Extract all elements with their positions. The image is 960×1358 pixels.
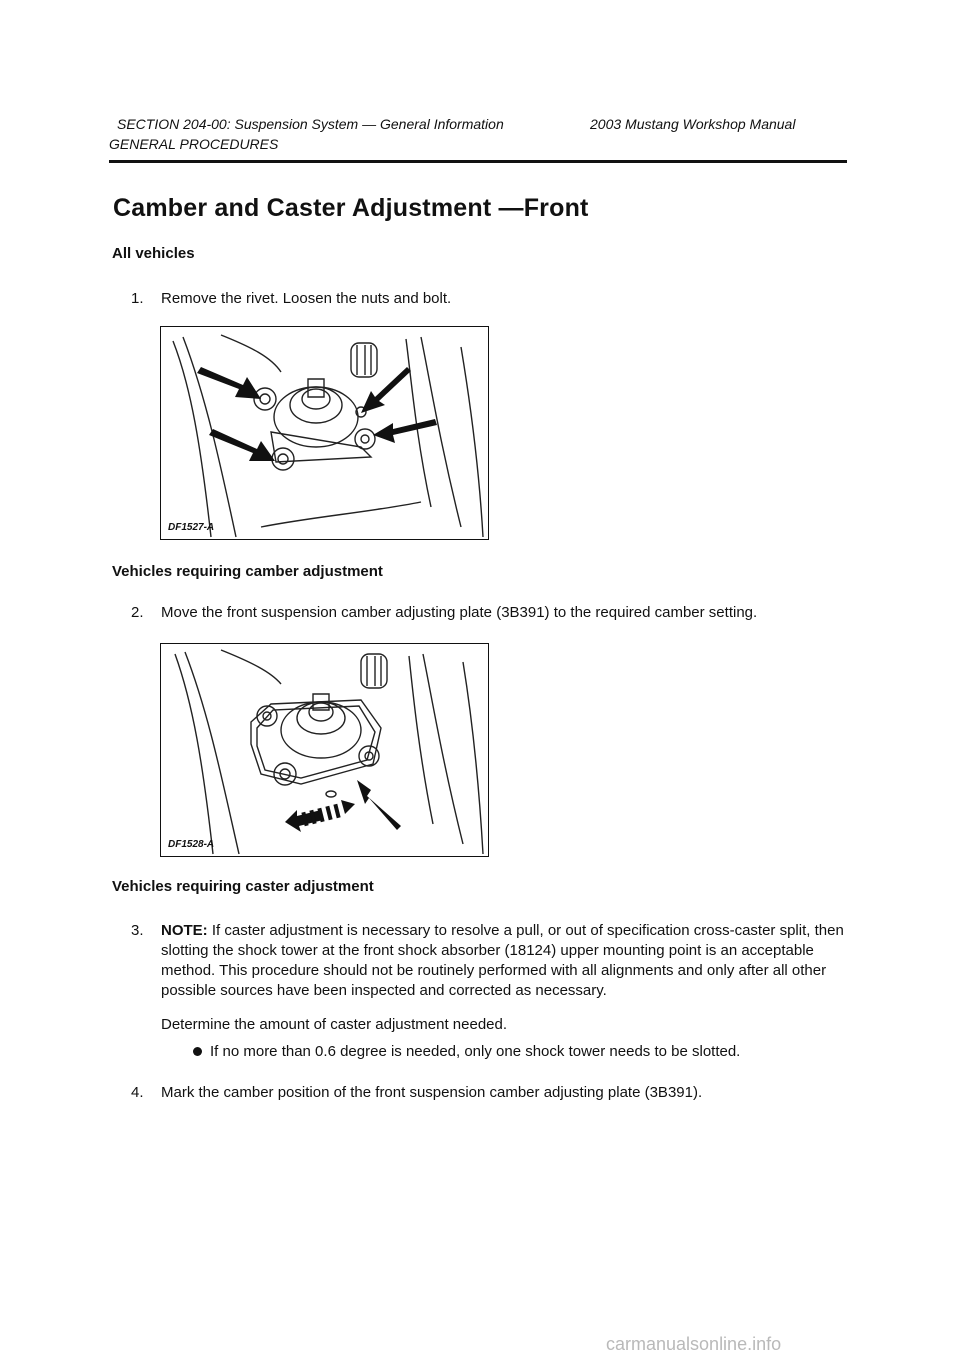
figure-strut-mount-loosen xyxy=(160,326,489,540)
subhead-all-vehicles: All vehicles xyxy=(112,245,195,262)
note-text: If caster adjustment is necessary to resolve a pull, or out of specification cross-caster split, then slotting the shock tower at the front shock absorber (18124) upper mounting point is an acceptable method. This procedure should not be routinely performed with all alignments and only after all other possible sources have been inspected and corrected as necessary. xyxy=(161,922,844,999)
strut-mount-illustration xyxy=(161,327,488,539)
header-subtitle: GENERAL PROCEDURES xyxy=(109,136,279,152)
page-title: Camber and Caster Adjustment —Front xyxy=(113,194,589,222)
step-number: 1. xyxy=(131,290,144,307)
subhead-camber: Vehicles requiring camber adjustment xyxy=(112,563,383,580)
step-number: 4. xyxy=(131,1084,144,1101)
step-number: 3. xyxy=(131,922,144,939)
header-section: SECTION 204-00: Suspension System — General Information xyxy=(117,116,504,132)
step-3-instruction: Determine the amount of caster adjustment needed. xyxy=(161,1016,508,1033)
camber-plate-illustration xyxy=(161,644,488,856)
bullet-text: If no more than 0.6 degree is needed, only one shock tower needs to be slotted. xyxy=(210,1043,741,1060)
figure-label: DF1528-A xyxy=(168,839,215,850)
note-label: NOTE: xyxy=(161,922,208,939)
figure-label: DF1527-A xyxy=(168,522,215,533)
header-divider xyxy=(109,160,847,163)
step-text: Mark the camber position of the front suspension camber adjusting plate (3B391). xyxy=(161,1084,703,1101)
header-manual: 2003 Mustang Workshop Manual xyxy=(590,116,796,132)
step-number: 2. xyxy=(131,604,144,621)
subhead-caster: Vehicles requiring caster adjustment xyxy=(112,878,374,895)
note-block xyxy=(161,921,851,1001)
step-text: Move the front suspension camber adjusting plate (3B391) to the required camber setting. xyxy=(161,604,758,621)
bullet-icon xyxy=(193,1047,202,1056)
figure-camber-plate-move xyxy=(160,643,489,857)
step-text: Remove the rivet. Loosen the nuts and bolt. xyxy=(161,290,452,307)
watermark: carmanualsonline.info xyxy=(606,1334,782,1354)
